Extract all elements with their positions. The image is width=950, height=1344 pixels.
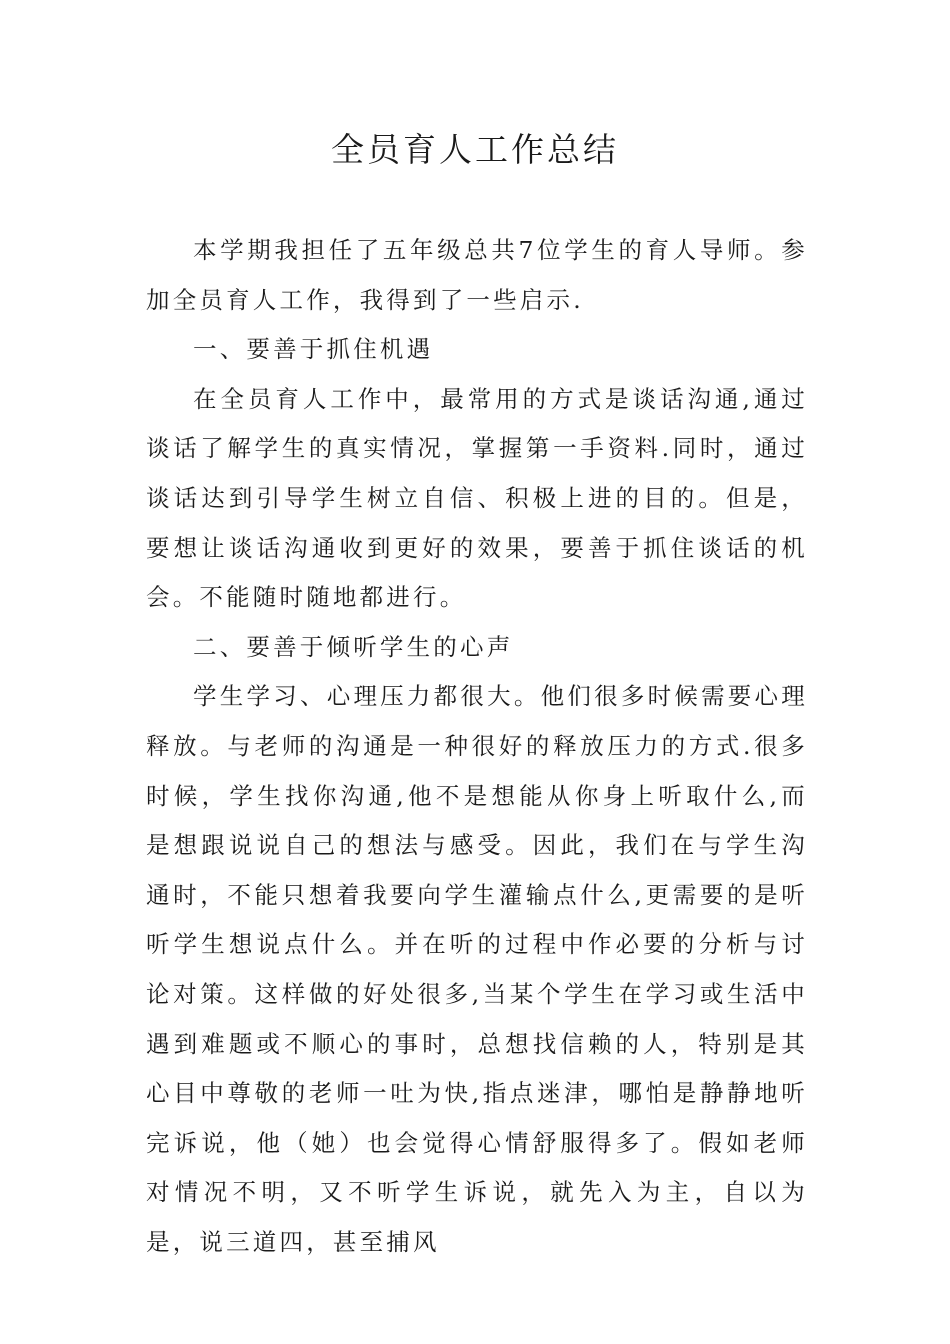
paragraph-intro: 本学期我担任了五年级总共7位学生的育人导师。参加全员育人工作，我得到了一些启示. (146, 236, 808, 314)
document-body (146, 226, 808, 1267)
paragraph-section-1: 在全员育人工作中，最常用的方式是谈话沟通,通过谈话了解学生的真实情况，掌握第一手资料.同时，通过谈话达到引导学生树立自信、积极上进的目的。但是，要想让谈话沟通收到更好的效果，要善于抓住谈话的机会。不能随时随地都进行。 (146, 384, 808, 612)
section-heading-1: 一、要善于抓住机遇 (193, 335, 434, 364)
paragraph-section-2: 学生学习、心理压力都很大。他们很多时候需要心理释放。与老师的沟通是一种很好的释放压力的方式.很多时候，学生找你沟通,他不是想能从你身上听取什么,而是想跟说说自己的想法与感受。因此，我们在与学生沟通时，不能只想着我要向学生灌输点什么,更需要的是听听学生想说点什么。并在听的过程中作必要的分析与讨论对策。这样做的好处很多,当某个学生在学习或生活中遇到难题或不顺心的事时，总想找信赖的人，特别是其心目中尊敬的老师一吐为快,指点迷津，哪怕是静静地听完诉说，他（她）也会觉得心情舒服得多了。假如老师对情况不明，又不听学生诉说，就先入为主，自以为是，说三道四，甚至捕风 (146, 682, 808, 1256)
section-heading-2: 二、要善于倾听学生的心声 (193, 632, 514, 661)
document-title: 全员育人工作总结 (331, 130, 619, 169)
